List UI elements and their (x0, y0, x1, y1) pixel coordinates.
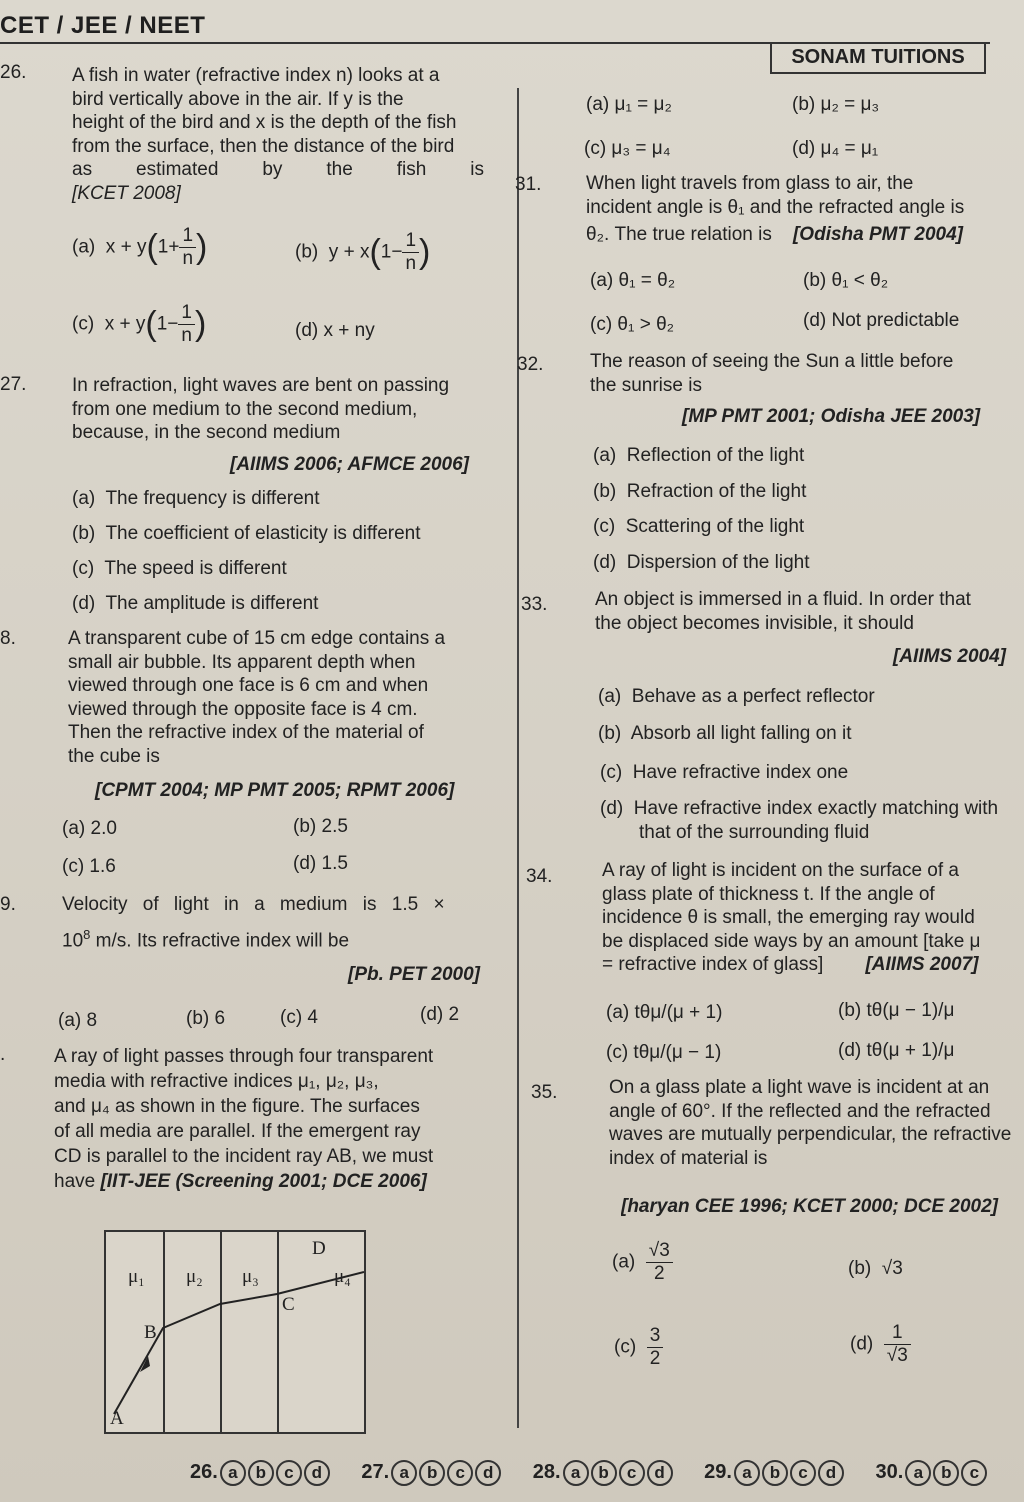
option-text: Refraction of the light (626, 481, 807, 502)
option-label: (a) (598, 686, 622, 707)
q29-option-d: (d) 2 (420, 1004, 460, 1025)
denominator: 2 (649, 1348, 661, 1369)
fraction (179, 225, 196, 270)
answer-qnum: 30. (875, 1461, 904, 1483)
denominator: n (405, 253, 417, 274)
q32-line: The reason of seeing the Sun a little before (590, 351, 954, 372)
q31-line: incident angle is θ₁ and the refracted angle is (586, 196, 965, 218)
option-text: Scattering of the light (625, 516, 805, 537)
q32-option-b (593, 481, 806, 503)
q30-reference: [IIT-JEE (Screening 2001; DCE 2006] (100, 1171, 427, 1192)
q32-reference: [MP PMT 2001; Odisha JEE 2003] (682, 406, 981, 427)
exam-tag: CET / JEE / NEET (0, 12, 206, 39)
option-text: Have refractive index exactly matching with (633, 798, 999, 819)
q31-option-c: (c) θ₁ > θ₂ (590, 314, 675, 335)
q29-line: Velocity of light in a medium is 1.5 × (62, 894, 445, 915)
option-expr: y + x (328, 241, 370, 263)
numerator: 1 (178, 302, 195, 325)
answer-group (533, 1461, 673, 1483)
option-label: (a) (593, 445, 617, 466)
q27-line: because, in the second medium (72, 422, 341, 443)
q33-option-a (598, 686, 875, 708)
q28-line: viewed through the opposite face is 4 cm. (68, 698, 418, 720)
q26-line: from the surface, then the distance of the bird (72, 135, 455, 157)
q35-line: On a glass plate a light wave is incident at an (609, 1077, 990, 1098)
option-text: x + ny (323, 320, 375, 341)
point-c-label: C (282, 1294, 295, 1315)
answer-group (190, 1461, 330, 1483)
q31-number: 31. (515, 174, 542, 195)
answer-qnum: 27. (361, 1461, 390, 1483)
q29-option-b: (b) 6 (186, 1008, 226, 1029)
q33-option-d (600, 798, 1024, 820)
numerator: √3 (646, 1240, 673, 1263)
mu4-label: μ₄ (334, 1266, 351, 1287)
answer-bubble: a (734, 1460, 760, 1486)
media-figure (104, 1230, 366, 1434)
q35-option-c (614, 1325, 663, 1370)
q34-number: 34. (526, 866, 553, 887)
q30-option-b: (b) μ₂ = μ₃ (792, 94, 880, 115)
option-label: (b) (598, 723, 622, 744)
column-divider (517, 88, 519, 1428)
q26-text (72, 64, 484, 205)
q30-line: CD is parallel to the incident ray AB, we must (54, 1146, 434, 1167)
q28-option-b: (b) 2.5 (293, 816, 348, 837)
answer-group (361, 1461, 501, 1483)
q28-number: 8. (0, 628, 16, 649)
q28-line: A transparent cube of 15 cm edge contains a (68, 628, 446, 649)
numerator: 1 (884, 1322, 911, 1345)
denominator: n (181, 325, 192, 346)
option-label: (d) (593, 552, 617, 573)
q26-line: A fish in water (refractive index n) looks at a (72, 65, 440, 86)
paren: ( (369, 233, 381, 271)
q32-option-c (593, 516, 804, 538)
mu1-label: μ₁ (128, 1266, 145, 1287)
option-text: Behave as a perfect reflector (631, 686, 875, 707)
answer-bubble: b (248, 1460, 274, 1486)
q33-reference: [AIIMS 2004] (893, 646, 1006, 667)
q30-option-a: (a) μ₁ = μ₂ (586, 94, 672, 115)
q26-option-a (72, 225, 207, 270)
q35-option-b (848, 1258, 903, 1280)
q26-reference: [KCET 2008] (72, 182, 181, 204)
q34-reference: [AIIMS 2007] (865, 954, 979, 975)
option-label: (b) (593, 481, 617, 502)
q34-line (602, 953, 1024, 977)
point-a-label: A (110, 1408, 124, 1429)
option-label: (a) (72, 236, 96, 258)
answer-bubble: a (220, 1460, 246, 1486)
q35-number: 35. (531, 1082, 558, 1103)
q30-text (54, 1044, 498, 1194)
q35-text (609, 1076, 1024, 1170)
fraction (178, 302, 195, 347)
answer-bubble: a (905, 1460, 931, 1486)
fraction (646, 1240, 673, 1285)
q30-line: A ray of light passes through four transparent (54, 1046, 434, 1067)
q29-line (62, 923, 494, 953)
answer-bubble: c (619, 1460, 645, 1486)
q31-option-a: (a) θ₁ = θ₂ (590, 270, 676, 291)
q30-line (54, 1169, 498, 1194)
q30-option-d: (d) μ₄ = μ₁ (792, 138, 879, 159)
option-label: (b) (295, 241, 319, 263)
q29-option-c: (c) 4 (280, 1007, 318, 1028)
q31-line: When light travels from glass to air, the (586, 173, 914, 194)
q31-reference: [Odisha PMT 2004] (792, 224, 963, 245)
q31-line (586, 223, 986, 247)
answer-key-row (190, 1460, 1013, 1486)
answer-qnum: 29. (704, 1461, 732, 1483)
option-expr: x + y (104, 313, 146, 335)
q26-line: bird vertically above in the air. If y is the (72, 88, 404, 110)
option-label: (b) (72, 523, 96, 544)
answer-bubble: b (419, 1460, 445, 1486)
q34-option-c: (c) tθμ/(μ − 1) (606, 1042, 722, 1063)
q35-line: index of material is (609, 1147, 768, 1169)
denominator: n (182, 248, 194, 269)
q29-number: 9. (0, 894, 16, 915)
option-label: (c) (72, 558, 95, 579)
answer-bubble: c (447, 1460, 473, 1486)
q28-text (68, 627, 490, 768)
answer-bubble: d (475, 1460, 501, 1486)
q32-number: 32. (517, 354, 544, 375)
answer-qnum: 28. (532, 1461, 561, 1483)
option-text: The frequency is different (105, 488, 320, 509)
q34-line-start: = refractive index of glass] (602, 954, 824, 975)
option-text: The speed is different (104, 558, 287, 579)
brand-box: SONAM TUITIONS (770, 42, 986, 74)
option-text: The amplitude is different (105, 593, 319, 614)
q28-option-c: (c) 1.6 (62, 856, 116, 877)
numerator: 1 (179, 225, 196, 248)
q26-option-c (72, 302, 206, 347)
word: estimated (136, 159, 219, 180)
q35-option-a (612, 1240, 673, 1285)
q30-line: of all media are parallel. If the emergent ray (54, 1121, 421, 1142)
q26-option-b (295, 230, 430, 275)
q33-line: An object is immersed in a fluid. In order that (595, 589, 971, 610)
denominator: √3 (886, 1345, 908, 1366)
mu3-label: μ₃ (242, 1266, 259, 1287)
answer-bubble: d (818, 1460, 844, 1486)
q28-option-a: (a) 2.0 (62, 818, 117, 839)
answer-group (876, 1461, 988, 1483)
option-label: (d) (72, 593, 96, 614)
q35-line: angle of 60°. If the reflected and the refracted (609, 1100, 991, 1122)
q27-number: 27. (0, 374, 27, 395)
answer-bubble: b (591, 1460, 617, 1486)
option-text: The coefficient of elasticity is different (105, 523, 421, 544)
option-text: Dispersion of the light (626, 552, 810, 573)
option-text: Absorb all light falling on it (630, 723, 852, 744)
q26-line: height of the bird and x is the depth of the fish (72, 112, 457, 133)
q31-option-d: (d) Not predictable (803, 310, 960, 331)
q33-line: the object becomes invisible, it should (595, 612, 914, 634)
q27-line: from one medium to the second medium, (72, 398, 418, 420)
word: as (72, 159, 93, 180)
option-label: (d) (850, 1333, 874, 1355)
q30-number: . (0, 1044, 6, 1065)
answer-bubble: c (961, 1460, 987, 1486)
option-label: (c) (593, 516, 616, 537)
option-text: √3 (881, 1258, 903, 1279)
q26-number: 26. (0, 62, 27, 83)
answer-bubble: c (790, 1460, 816, 1486)
numerator: 1 (402, 230, 419, 253)
q28-line: small air bubble. Its apparent depth when (68, 651, 416, 673)
point-d-label: D (312, 1238, 326, 1259)
paren: ) (194, 305, 207, 343)
option-text: Have refractive index one (632, 762, 849, 783)
denominator: 2 (654, 1263, 665, 1284)
paren: ( (145, 305, 157, 343)
q27-option-a (72, 488, 320, 510)
q34-line: incidence θ is small, the emerging ray would (602, 907, 975, 928)
power-base: 10 (62, 929, 84, 951)
q32-option-a (593, 445, 804, 467)
q30-option-c: (c) μ₃ = μ₄ (584, 138, 671, 159)
q33-option-c (600, 762, 848, 784)
answer-bubble: b (762, 1460, 788, 1486)
option-label: (b) (848, 1258, 872, 1279)
q29-reference: [Pb. PET 2000] (348, 964, 480, 985)
q27-option-d (72, 593, 318, 615)
fraction (402, 230, 419, 275)
option-expr: 1+ (157, 236, 180, 258)
option-label: (a) (612, 1251, 636, 1273)
q26-line (72, 158, 484, 182)
q30-line: and μ₄ as shown in the figure. The surfaces (54, 1096, 420, 1117)
q35-option-d (850, 1322, 911, 1367)
q34-option-a: (a) tθμ/(μ + 1) (606, 1002, 723, 1023)
fraction (884, 1322, 911, 1367)
option-label: (d) (600, 798, 624, 819)
word: by (262, 159, 283, 180)
q34-line: glass plate of thickness t. If the angle of (602, 883, 935, 905)
q33-option-b (598, 723, 852, 745)
option-label: (c) (614, 1336, 637, 1358)
q28-line: viewed through one face is 6 cm and when (68, 675, 429, 696)
q29-text (62, 893, 494, 952)
word: the (326, 159, 353, 180)
point-b-label: B (144, 1322, 157, 1343)
q28-line: Then the refractive index of the material of (68, 722, 424, 743)
q31-option-b: (b) θ₁ < θ₂ (803, 270, 889, 291)
q33-text (595, 588, 1015, 635)
option-label: (d) (295, 320, 319, 341)
q34-line: A ray of light is incident on the surface of a (602, 860, 959, 881)
q32-line: the sunrise is (590, 374, 702, 396)
q27-text (72, 374, 488, 445)
option-label: (c) (72, 313, 95, 335)
q30-line-start: have (54, 1171, 101, 1192)
q27-line: In refraction, light waves are bent on passing (72, 375, 450, 396)
q35-line: waves are mutually perpendicular, the refractive (609, 1124, 1012, 1145)
q32-option-d (593, 552, 810, 574)
q31-line-start: θ₂. The true relation is (586, 224, 772, 245)
numerator: 3 (647, 1325, 664, 1348)
power-exponent: 8 (83, 926, 91, 942)
answer-group (704, 1461, 844, 1483)
option-expr: 1− (156, 313, 179, 335)
q26-option-d (295, 320, 375, 342)
option-text: Reflection of the light (626, 445, 805, 466)
answer-bubble: a (563, 1460, 589, 1486)
q27-reference: [AIIMS 2006; AFMCE 2006] (230, 454, 469, 475)
mu2-label: μ₂ (186, 1266, 203, 1287)
paren: ) (419, 233, 431, 271)
q31-text (586, 172, 986, 247)
q33-option-d-cont: that of the surrounding fluid (639, 822, 870, 843)
q29-option-a: (a) 8 (58, 1010, 98, 1031)
q30-line: media with refractive indices μ₁, μ₂, μ₃, (54, 1071, 379, 1092)
answer-bubble: c (276, 1460, 302, 1486)
option-expr: 1− (380, 241, 403, 263)
q28-option-d: (d) 1.5 (293, 853, 348, 874)
answer-bubble: d (647, 1460, 673, 1486)
option-label: (a) (72, 488, 96, 509)
q28-line: the cube is (68, 745, 160, 767)
answer-bubble: b (933, 1460, 959, 1486)
q34-text (602, 859, 1024, 977)
fraction (647, 1325, 664, 1370)
q35-reference: [haryan CEE 1996; KCET 2000; DCE 2002] (621, 1196, 998, 1217)
q28-reference: [CPMT 2004; MP PMT 2005; RPMT 2006] (95, 780, 455, 801)
q32-text (590, 350, 998, 397)
paren: ) (196, 228, 208, 266)
answer-bubble: d (304, 1460, 330, 1486)
answer-bubble: a (391, 1460, 417, 1486)
q34-line: be displaced side ways by an amount [take μ (602, 930, 981, 952)
option-label: (c) (600, 762, 623, 783)
q29-line-rest: m/s. Its refractive index will be (90, 929, 350, 951)
q34-option-b: (b) tθ(μ − 1)/μ (838, 1000, 955, 1021)
word: is (470, 159, 484, 180)
q27-option-c (72, 558, 287, 580)
q34-option-d: (d) tθ(μ + 1)/μ (838, 1040, 955, 1061)
word: fish (396, 159, 427, 180)
q33-number: 33. (521, 594, 548, 615)
option-expr: x + y (105, 236, 147, 258)
q27-option-b (72, 523, 421, 545)
answer-qnum: 26. (190, 1461, 218, 1483)
paren: ( (146, 228, 158, 266)
